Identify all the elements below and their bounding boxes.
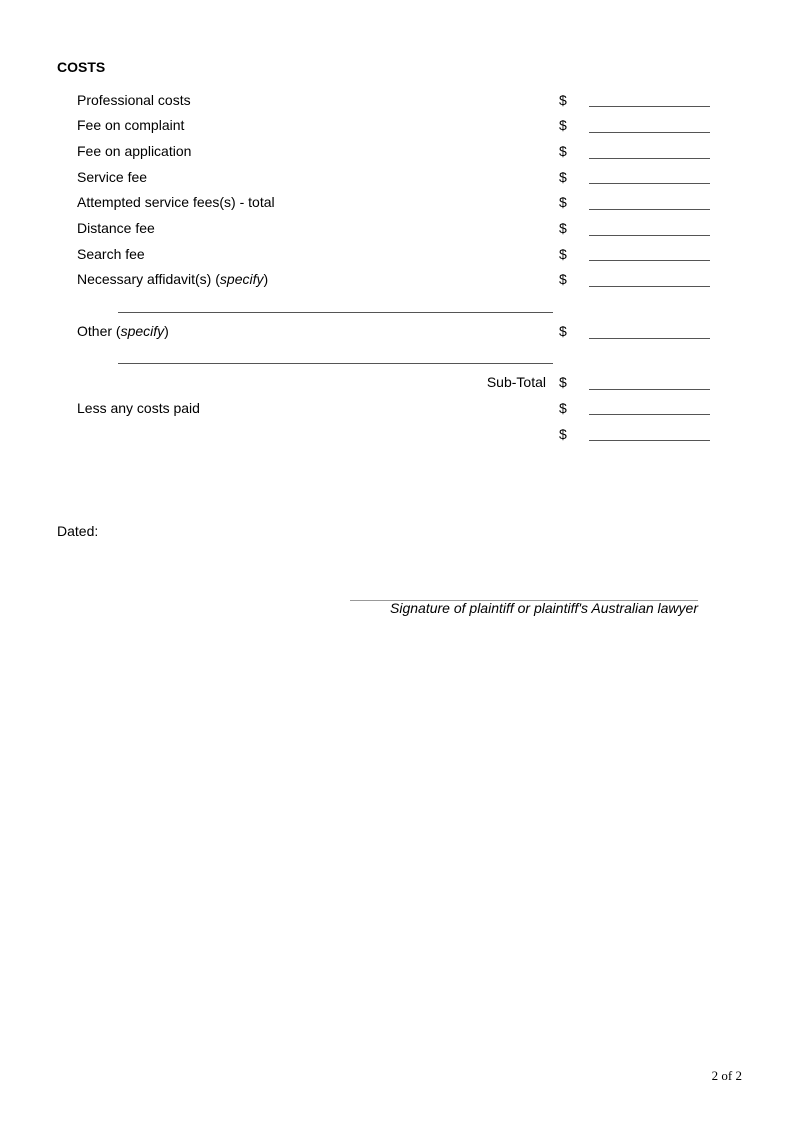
label-italic: specify (120, 323, 165, 339)
label-suffix: ) (263, 271, 269, 287)
item-label-fee-on-complaint: Fee on complaint (77, 117, 185, 133)
label-text: Other ( (77, 323, 121, 339)
signature-caption: Signature of plaintiff or plaintiff's Australian lawyer (390, 600, 698, 616)
item-label-search-fee: Search fee (77, 246, 145, 262)
dollar-sign: $ (559, 374, 567, 390)
amount-field-professional-costs[interactable] (589, 106, 710, 107)
item-label-fee-on-application: Fee on application (77, 143, 192, 159)
amount-field-other[interactable] (589, 338, 710, 339)
dollar-sign: $ (559, 92, 567, 108)
dollar-sign: $ (559, 426, 567, 442)
label-suffix: ) (164, 323, 169, 339)
item-label-necessary-affidavits (77, 270, 268, 288)
amount-field-total[interactable] (589, 440, 710, 441)
dollar-sign: $ (559, 271, 567, 287)
amount-field-less-costs-paid[interactable] (589, 414, 710, 415)
item-label-service-fee: Service fee (77, 169, 148, 185)
item-label-less-costs-paid: Less any costs paid (77, 400, 200, 416)
dollar-sign: $ (559, 169, 567, 185)
item-label-distance-fee: Distance fee (77, 220, 155, 236)
amount-field-subtotal[interactable] (589, 389, 710, 390)
dollar-sign: $ (559, 246, 567, 262)
item-label-attempted-service-fees: Attempted service fees(s) - total (77, 194, 275, 210)
specify-field-other[interactable] (118, 363, 553, 364)
dollar-sign: $ (559, 220, 567, 236)
dollar-sign: $ (559, 194, 567, 210)
amount-field-fee-on-application[interactable] (589, 158, 710, 159)
dated-label: Dated: (57, 523, 99, 539)
dollar-sign: $ (559, 400, 567, 416)
specify-field-affidavits[interactable] (118, 312, 553, 313)
label-italic: specify (219, 271, 264, 287)
dollar-sign: $ (559, 117, 567, 133)
item-label-professional-costs: Professional costs (77, 92, 191, 108)
amount-field-attempted-service-fees[interactable] (589, 209, 710, 210)
amount-field-service-fee[interactable] (589, 183, 710, 184)
subtotal-label: Sub-Total (486, 374, 546, 390)
amount-field-search-fee[interactable] (589, 260, 710, 261)
page-number: 2 of 2 (711, 1068, 742, 1083)
section-title: COSTS (57, 59, 106, 75)
label-text: Necessary affidavit(s) ( (77, 271, 220, 287)
item-label-other (77, 322, 169, 340)
dollar-sign: $ (559, 143, 567, 159)
amount-field-necessary-affidavits[interactable] (589, 286, 710, 287)
amount-field-distance-fee[interactable] (589, 235, 710, 236)
amount-field-fee-on-complaint[interactable] (589, 132, 710, 133)
dollar-sign: $ (559, 323, 567, 339)
